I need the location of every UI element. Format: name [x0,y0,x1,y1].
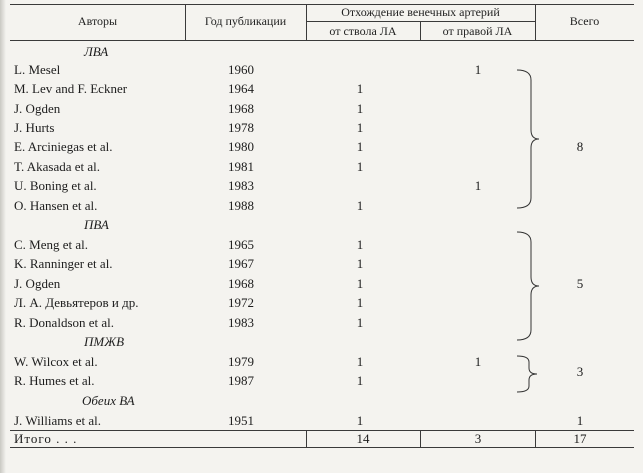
header-right: от правой ЛА [442,24,513,38]
table-row-trunk: 1 [356,237,364,252]
table-row-author: L. Mesel [14,62,61,77]
table-row-author: J. Ogden [14,101,61,116]
header-total: Всего [569,14,600,28]
table-row-year: 1981 [228,159,254,174]
footer-grand-total: 17 [573,431,587,446]
table-row-year: 1967 [228,256,254,271]
group-total-pmzhv: 3 [576,364,584,379]
table-row-trunk: 1 [356,256,364,271]
table-row-trunk: 1 [356,120,364,135]
header-origin: Отхождение венечных артерий [341,5,500,19]
table-row-trunk: 1 [356,276,364,291]
footer-divider-1 [306,430,307,447]
table-row-year: 1972 [228,295,254,310]
table-row-year: 1979 [228,354,254,369]
group-brace-lva [515,68,541,210]
table-row-year: 1978 [228,120,254,135]
table-row-trunk: 1 [356,315,364,330]
table-row-right: 1 [474,354,482,369]
table-row-author: J. Ogden [14,276,61,291]
table-row-author: K. Ranninger et al. [14,256,113,271]
header-trunk: от ствола ЛА [329,24,397,38]
table-row-author: R. Donaldson et al. [14,315,115,330]
table-row-trunk: 1 [356,81,364,96]
group-label-pva: ПВА [84,217,109,232]
table-row-year: 1983 [228,178,254,193]
group-total-both: 1 [576,413,584,428]
group-total-pva: 5 [576,276,584,291]
table-row-year: 1987 [228,373,254,388]
table-row-trunk: 1 [356,159,364,174]
table-row-author: J. Williams et al. [14,413,101,428]
header-bottom-rule [10,40,634,41]
table-row-author: W. Wilcox et al. [14,354,98,369]
header-authors: Авторы [77,14,118,28]
table-row-author: U. Boning et al. [14,178,97,193]
table-row-year: 1965 [228,237,254,252]
table-row-year: 1951 [228,413,254,428]
table-row-trunk: 1 [356,139,364,154]
group-total-lva: 8 [576,139,584,154]
table-row-author: Л. А. Девьятеров и др. [14,295,139,310]
table-row-trunk: 1 [356,373,364,388]
table-row-year: 1960 [228,62,254,77]
header-year: Год публикации [204,14,287,28]
table-row-year: 1968 [228,276,254,291]
footer-bottom-rule [10,447,634,448]
footer-divider-2 [420,430,421,447]
table-row-year: 1964 [228,81,254,96]
table-row-author: E. Arciniegas et al. [14,139,113,154]
footer-right-total: 3 [474,431,482,446]
table-row-year: 1988 [228,198,254,213]
footer-label: Итого . . . [14,431,78,446]
table-row-author: C. Meng et al. [14,237,89,252]
group-brace-pmzhv [515,354,541,394]
table-row-trunk: 1 [356,413,364,428]
table-row-year: 1968 [228,101,254,116]
group-brace-pva [515,230,541,342]
table-row-trunk: 1 [356,354,364,369]
table-row-trunk: 1 [356,198,364,213]
page-edge-shadow [0,0,6,473]
footer-divider-3 [535,430,536,447]
table-row-year: 1983 [228,315,254,330]
table-row-right: 1 [474,178,482,193]
table-row-author: O. Hansen et al. [14,198,98,213]
group-label-pmzhv: ПМЖВ [84,334,125,349]
table-row-trunk: 1 [356,295,364,310]
table-row-author: M. Lev and F. Eckner [14,81,128,96]
table-row-author: J. Hurts [14,120,55,135]
table-row-right: 1 [474,62,482,77]
table-row-year: 1980 [228,139,254,154]
footer-top-rule [10,430,634,431]
table-row-author: R. Humes et al. [14,373,95,388]
footer-trunk-total: 14 [356,431,370,446]
group-label-lva: ЛВА [84,44,109,59]
table-row-author: T. Akasada et al. [14,159,101,174]
group-label-both: Обеих ВА [82,393,135,408]
table-row-trunk: 1 [356,101,364,116]
